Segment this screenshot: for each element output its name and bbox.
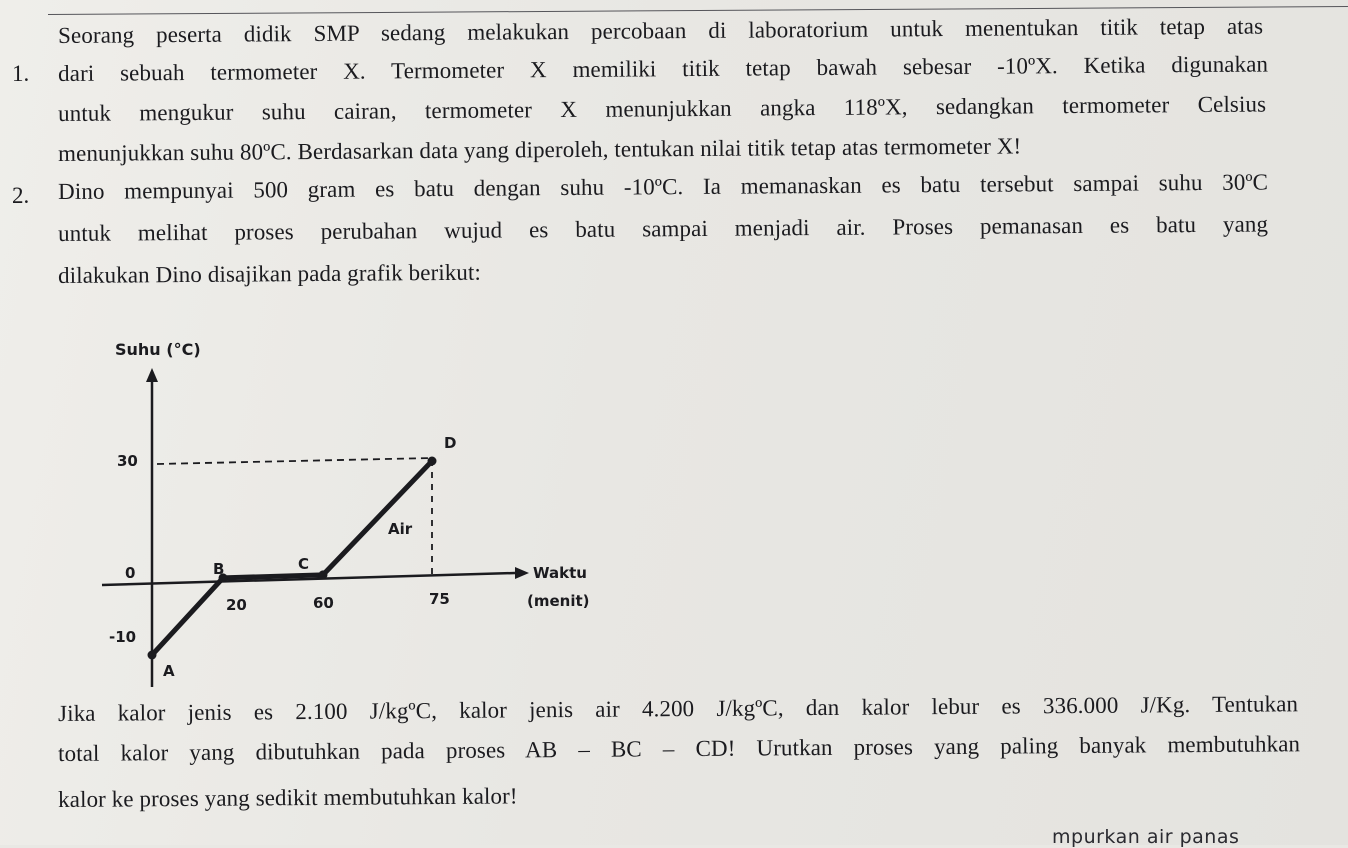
y-axis-arrow-icon [146,368,158,382]
heating-graph [95,330,625,700]
point-marker-c [319,570,328,579]
question-1-line-1: Seorang peserta didik SMP sedang melakukan percobaan di laboratorium untuk menentukan titik tetap atas [58,13,1264,48]
question-2-line-1: Dino mempunyai 500 gram es batu dengan suhu -10ºC. Ia memanaskan es batu tersebut sampai suhu 30ºC [58,169,1269,204]
y-tick-minus-10: -10 [109,628,137,646]
y-tick-0: 0 [125,564,136,582]
x-tick-75: 75 [429,590,450,608]
question-1-line-4: menunjukkan suhu 80ºC. Berdasarkan data yang diperoleh, tentukan nilai titik tetap atas termometer X! [58,133,1022,166]
y-axis-label: Suhu (°C) [115,340,201,359]
question-1-line-2: dari sebuah termometer X. Termometer X memiliki titik tetap bawah sebesar -10ºX. Ketika digunakan [58,51,1269,86]
question-2-after-line-3: kalor ke proses yang sedikit membutuhkan kalor! [58,783,518,812]
point-label-c: C [298,555,310,573]
question-1-line-3: untuk mengukur suhu cairan, termometer X menunjukkan angka 118ºX, sedangkan termometer Celsius [58,91,1267,126]
question-1-number: 1. [12,61,30,86]
question-2-line-3: dilakukan Dino disajikan pada grafik berikut: [58,259,482,288]
x-axis-label-line-2: (menit) [527,592,590,610]
x-tick-20: 20 [226,596,247,614]
question-2-after-line-1: Jika kalor jenis es 2.100 J/kgºC, kalor jenis air 4.200 J/kgºC, dan kalor lebur es 336.000 J/Kg. Tentukan [58,691,1299,726]
x-axis-label-line-1: Waktu [533,564,587,582]
bottom-cutoff-text: mpurkan air panas [1052,826,1240,848]
question-2-number: 2. [12,183,30,208]
dashed-line-30 [157,458,432,464]
question-2-line-2: untuk melihat proses perubahan wujud es batu sampai menjadi air. Proses pemanasan es batu yang [58,211,1269,246]
question-2-after-line-2: total kalor yang dibutuhkan pada proses AB – BC – CD! Urutkan proses yang paling banyak membutuhkan [58,731,1301,766]
x-tick-60: 60 [313,594,334,612]
point-marker-d [428,457,437,466]
point-marker-a [148,651,157,660]
y-tick-30: 30 [117,452,138,470]
point-label-b: B [213,560,225,578]
annotation-air: Air [388,520,413,538]
point-label-a: A [163,662,175,680]
data-line [152,461,432,655]
x-axis-arrow-icon [515,567,529,579]
point-label-d: D [444,434,457,452]
